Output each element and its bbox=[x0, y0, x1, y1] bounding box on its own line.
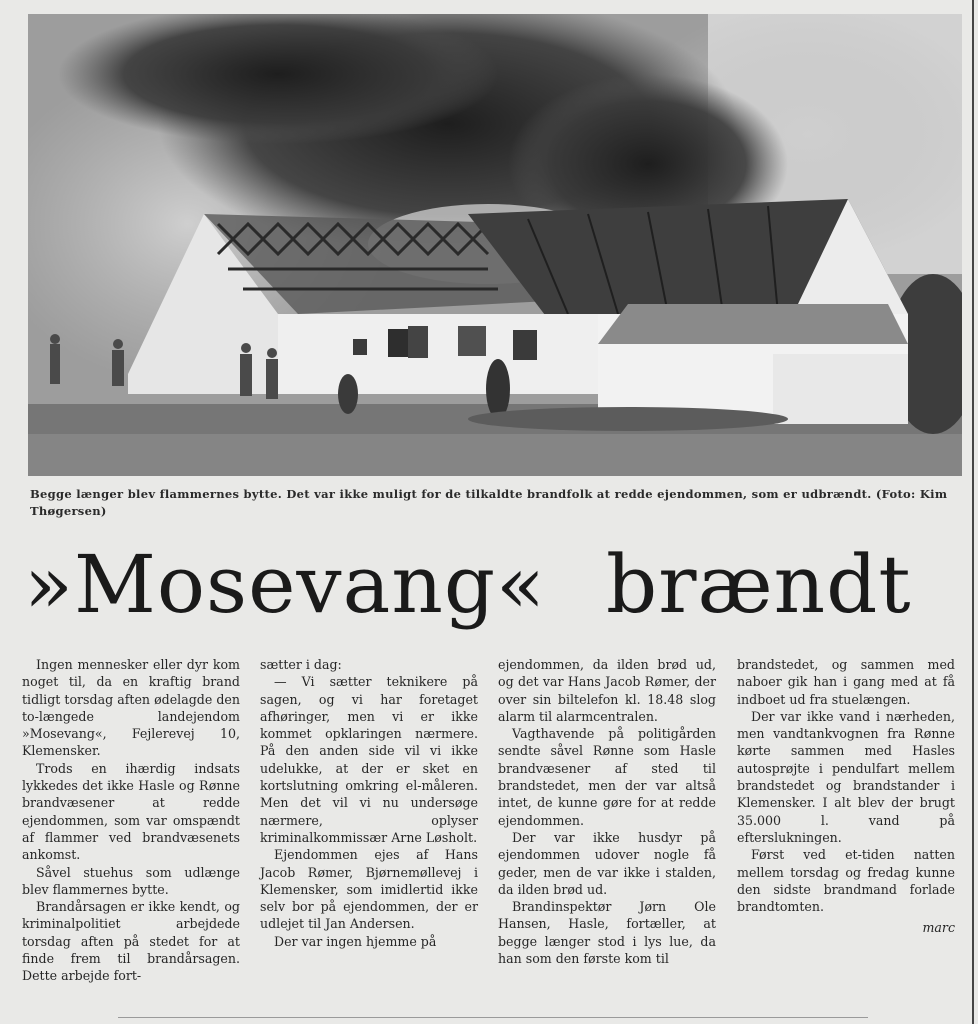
article-paragraph: Vagthavende på politigården sendte såvel Rønne som Hasle brandvæsener af sted til brandstedet, men der var altså intet, de kunne gøre for at redde ejendommen. bbox=[498, 726, 716, 828]
article-paragraph: Brandinspektør Jørn Ole Hansen, Hasle, fortæller, at begge længer stod i lys lue, da han som den første kom til bbox=[498, 899, 716, 967]
photo-caption: Begge længer blev flammernes bytte. Det var ikke muligt for de tilkaldte brandfolk at redde ejendommen, som er udbrændt. (Foto: Kim Thøgersen) bbox=[30, 487, 948, 518]
article-column-3 bbox=[498, 656, 716, 967]
article-paragraph: Der var ikke vand i nærheden, men vandtankvognen fra Rønne kørte sammen med Hasles autosprøjte i pendulfart mellem brandstedet og brandstander i Klemensker. I alt blev der brugt 35.000 l. vand på efterslukningen. bbox=[737, 708, 955, 845]
article-paragraph: Brandårsagen er ikke kendt, og kriminalpolitiet arbejdede torsdag aften på stedet for at finde frem til brandårsagen. Dette arbejde fort- bbox=[22, 899, 240, 984]
article-paragraph: Der var ingen hjemme på bbox=[274, 933, 437, 949]
article-column-4 bbox=[737, 656, 955, 937]
article-paragraph: Såvel stuehus som udlænge blev flammernes bytte. bbox=[22, 864, 240, 897]
article-paragraph: Ingen mennesker eller dyr kom noget til, da en kraftig brand tidligt torsdag aften ødelagde den to-længede landejendom »Mosevang«, Fejlerevej 10, Klemensker. bbox=[22, 657, 240, 759]
article-column-2 bbox=[260, 656, 478, 950]
headline bbox=[24, 535, 964, 635]
news-photo-burning-farmhouse bbox=[28, 14, 962, 476]
page-edge-line bbox=[972, 0, 974, 1024]
article-paragraph: Der var ikke husdyr på ejendommen udover nogle få geder, men de var ikke i stalden, da ilden brød ud. bbox=[498, 829, 716, 897]
article-column-1 bbox=[22, 656, 240, 985]
article-paragraph: ejendommen, da ilden brød ud, og det var Hans Jacob Rømer, der over sin biltelefon kl. 18.48 slog alarm til alarmcentralen. bbox=[498, 657, 716, 724]
article-paragraph: sætter i dag: bbox=[260, 657, 342, 672]
headline-left: »Mosevang« bbox=[24, 538, 546, 631]
article-paragraph: Trods en ihærdig indsats lykkedes det ikke Hasle og Rønne brandvæsener at redde ejendommen, som var omspændt af flammer ved brandvæsenets ankomst. bbox=[22, 760, 240, 863]
article-paragraph: brandstedet, og sammen med naboer gik han i gang med at få indboet ud fra stuelængen. bbox=[737, 657, 955, 707]
article-paragraph: Ejendommen ejes af Hans Jacob Rømer, Bjørnemøllevej i Klemensker, som imidlertid ikke selv bor på ejendommen, der er udlejet til Jan Andersen. bbox=[260, 847, 478, 932]
headline-right: brændt bbox=[606, 538, 912, 631]
bottom-divider bbox=[118, 1017, 868, 1018]
article-paragraph: Først ved et-tiden natten mellem torsdag og fredag kunne den sidste brandmand forlade brandtomten. bbox=[737, 847, 955, 915]
author-signature: marc bbox=[922, 920, 955, 936]
photo-illustration bbox=[28, 14, 962, 476]
article-paragraph: — Vi sætter teknikere på sagen, og vi har foretaget afhøringer, men vi er ikke kommet opklaringen nærmere. På den anden side vil vi ikke udelukke, at der er sket en kortslutning omkring el-måleren. Men det vil vi nu undersøge nærmere, oplyser kriminalkommissær Arne Løsholt. bbox=[260, 674, 478, 845]
